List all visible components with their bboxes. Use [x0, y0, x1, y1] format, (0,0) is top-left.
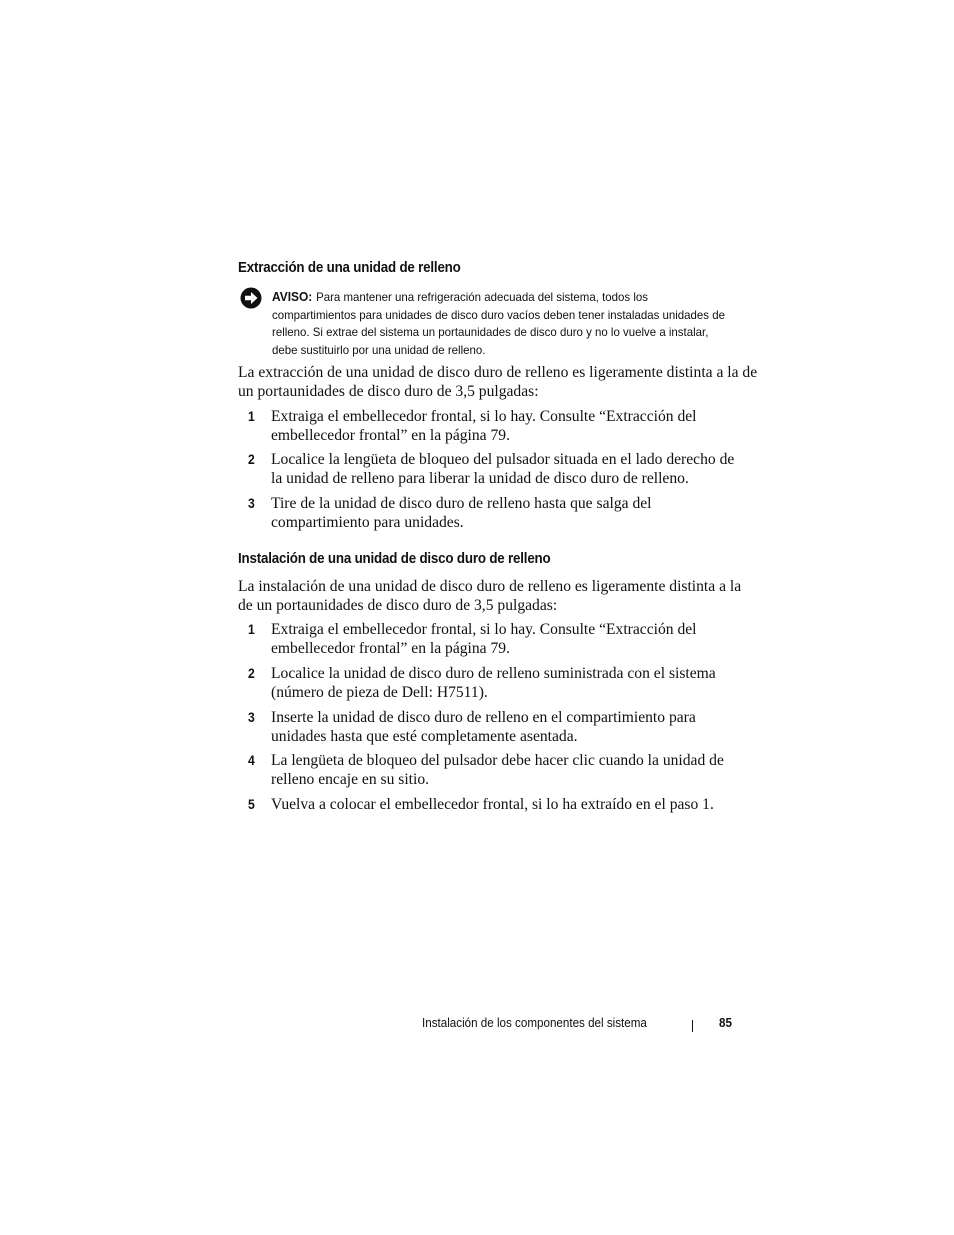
notice-box: [272, 289, 730, 359]
intro-paragraph-removal: La extracción de una unidad de disco duro de relleno es ligeramente distinta a la de un portaunidades de disco duro de 3,5 pulgadas:: [238, 364, 758, 400]
section-heading-installation: Instalación de una unidad de disco duro de relleno: [238, 551, 551, 567]
intro-paragraph-installation: La instalación de una unidad de disco duro de relleno es ligeramente distinta a la de un portaunidades de disco duro de 3,5 pulgadas:: [238, 578, 742, 614]
page-footer: [0, 1016, 954, 1036]
step-text: Tire de la unidad de disco duro de relleno hasta que salga del compartimiento para unidades.: [271, 495, 652, 531]
step-text: Extraiga el embellecedor frontal, si lo hay. Consulte “Extracción del embellecedor frontal” en la página 79.: [271, 408, 697, 444]
step-text: Localice la unidad de disco duro de relleno suministrada con el sistema (número de pieza de Dell: H7511).: [271, 665, 716, 701]
notice-arrow-icon: [240, 287, 262, 309]
step-number: 1: [248, 409, 255, 424]
step-number: 1: [248, 622, 255, 637]
step-number: 3: [248, 710, 255, 725]
notice-text: Para mantener una refrigeración adecuada del sistema, todos los compartimientos para unidades de disco duro vacíos deben tener instaladas unidades de relleno. Si extrae del sistema un portaunidades de disco duro y no lo vuelve a instalar, debe sustituirlo por una unidad de relleno.: [272, 290, 725, 357]
step-number: 4: [248, 753, 255, 768]
step-text: Inserte la unidad de disco duro de relleno en el compartimiento para unidades hasta que esté completamente asentada.: [271, 709, 696, 745]
notice-label: AVISO:: [272, 290, 313, 304]
step-number: 2: [248, 452, 255, 467]
step-text: La lengüeta de bloqueo del pulsador debe hacer clic cuando la unidad de relleno encaje en su sitio.: [271, 752, 724, 788]
page-number: 85: [719, 1016, 732, 1030]
step-text: Vuelva a colocar el embellecedor frontal, si lo ha extraído en el paso 1.: [271, 796, 714, 813]
step-number: 2: [248, 666, 255, 681]
footer-chapter-title: Instalación de los componentes del sistema: [422, 1016, 647, 1030]
step-text: Localice la lengüeta de bloqueo del pulsador situada en el lado derecho de la unidad de relleno para liberar la unidad de disco duro de relleno.: [271, 451, 735, 487]
step-text: Extraiga el embellecedor frontal, si lo hay. Consulte “Extracción del embellecedor frontal” en la página 79.: [271, 621, 697, 657]
footer-divider: [692, 1020, 693, 1032]
step-number: 5: [248, 797, 255, 812]
section-heading-removal: Extracción de una unidad de relleno: [238, 260, 461, 276]
step-number: 3: [248, 496, 255, 511]
